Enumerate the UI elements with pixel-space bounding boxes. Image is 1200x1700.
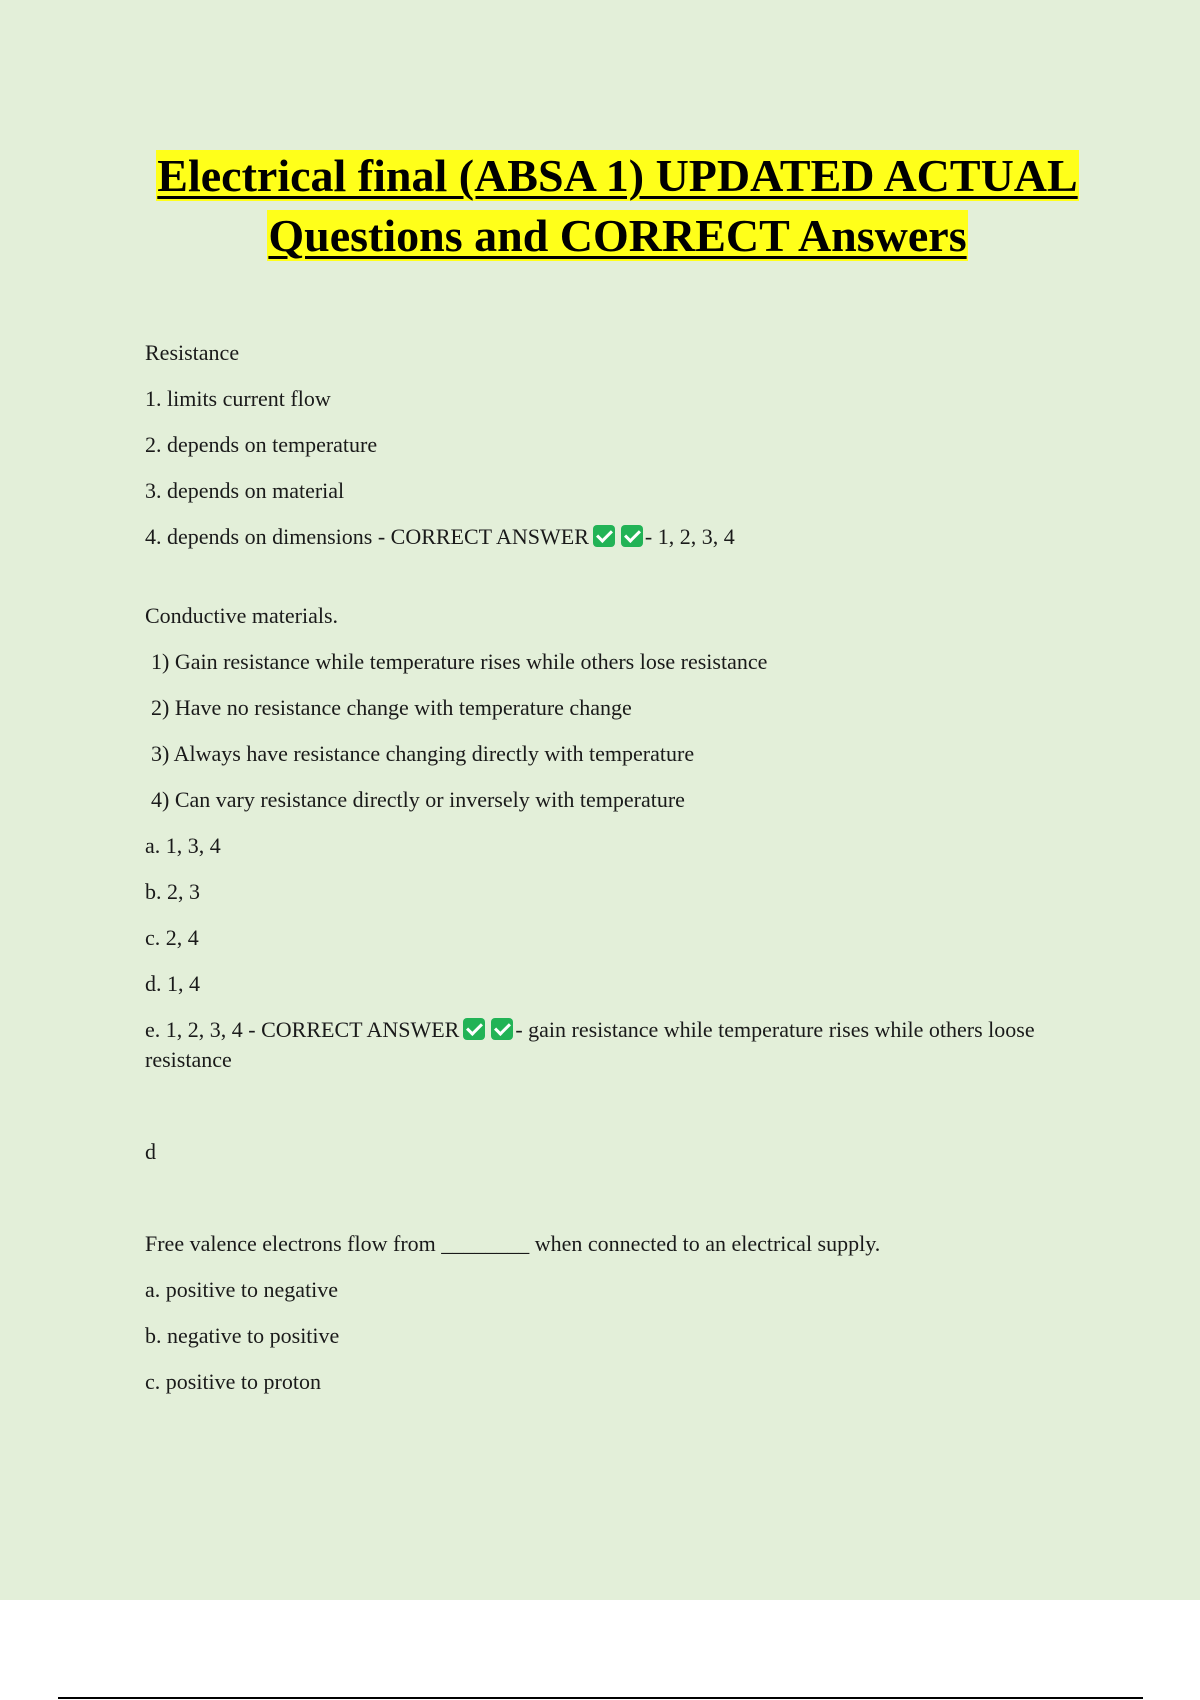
answer-suffix: - gain resistance while temperature rises while others loose resistance (145, 1017, 1035, 1072)
answer-prefix: e. 1, 2, 3, 4 - CORRECT ANSWER (145, 1017, 460, 1042)
document-title (145, 146, 1090, 266)
document-body (145, 338, 1095, 1413)
question-2-answer (145, 1015, 1095, 1075)
question-2-option: c. 2, 4 (145, 925, 199, 950)
answer-suffix: - 1, 2, 3, 4 (644, 524, 735, 549)
question-2-option: b. 2, 3 (145, 879, 200, 904)
question-2-trailing-answer: d (145, 1139, 156, 1164)
question-1-answer (145, 522, 1095, 552)
question-2-statement: 4) Can vary resistance directly or inversely with temperature (151, 787, 685, 812)
check-box-icon (491, 1018, 513, 1040)
question-1-heading: Resistance (145, 340, 240, 365)
question-3-option: a. positive to negative (145, 1277, 339, 1302)
question-2-statement: 2) Have no resistance change with temperature change (151, 695, 632, 720)
question-3 (145, 1229, 1095, 1397)
question-3-option: c. positive to proton (145, 1369, 321, 1394)
answer-prefix: 4. depends on dimensions - CORRECT ANSWER (145, 524, 589, 549)
question-2-statement: 3) Always have resistance changing directly with temperature (151, 741, 695, 766)
check-box-icon (621, 525, 643, 547)
question-2-option: d. 1, 4 (145, 971, 200, 996)
question-1-item: 1. limits current flow (145, 386, 331, 411)
question-1-item: 3. depends on material (145, 478, 345, 503)
question-1 (145, 338, 1095, 552)
question-1-item: 2. depends on temperature (145, 432, 378, 457)
footer-divider (58, 1697, 1143, 1699)
check-box-icon (593, 525, 615, 547)
question-3-heading: Free valence electrons flow from ________ when connected to an electrical supply. (145, 1231, 881, 1256)
question-2-heading: Conductive materials. (145, 603, 339, 628)
check-box-icon (463, 1018, 485, 1040)
question-3-option: b. negative to positive (145, 1323, 340, 1348)
document-title-text: Electrical final (ABSA 1) UPDATED ACTUAL Questions and CORRECT Answers (157, 150, 1078, 261)
question-2 (145, 601, 1095, 1167)
question-2-statement: 1) Gain resistance while temperature rises while others lose resistance (151, 649, 768, 674)
question-2-option: a. 1, 3, 4 (145, 833, 221, 858)
